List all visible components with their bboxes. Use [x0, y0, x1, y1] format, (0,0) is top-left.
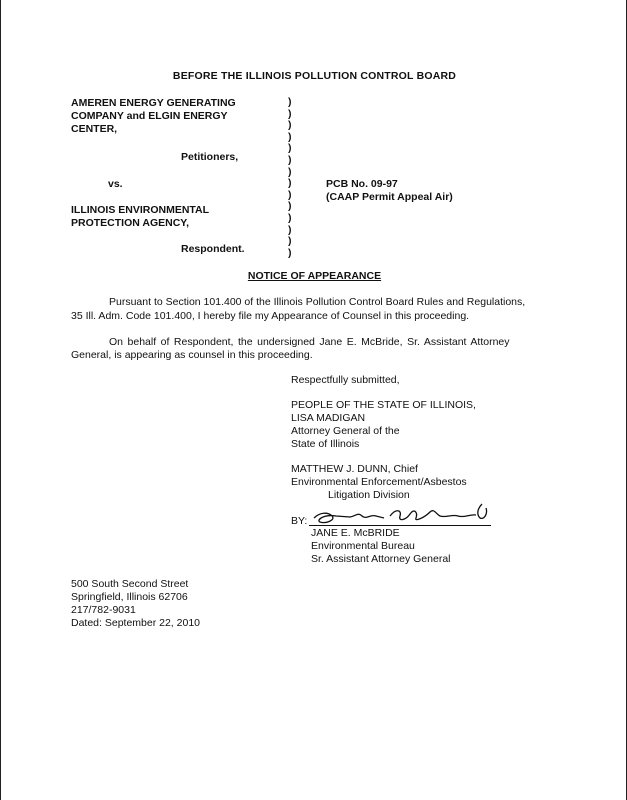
respondent-name-line-1: ILLINOIS ENVIRONMENTAL: [71, 204, 210, 216]
address-street: 500 South Second Street: [71, 578, 189, 590]
signature-line-2: LISA MADIGAN: [291, 412, 366, 424]
paragraph-2-line-1: On behalf of Respondent, the undersigned Jane E. McBride, Sr. Assistant Attorney: [109, 336, 510, 348]
signature-line-7: Litigation Division: [328, 489, 410, 501]
notice-title: NOTICE OF APPEARANCE: [247, 270, 382, 282]
signature-line-6: Environmental Enforcement/Asbestos: [291, 476, 467, 488]
petitioners-label: Petitioners,: [181, 151, 239, 163]
paragraph-1-line-1: Pursuant to Section 101.400 of the Illinois Pollution Control Board Rules and Regulations,: [109, 296, 526, 308]
signature-line-1: PEOPLE OF THE STATE OF ILLINOIS,: [291, 399, 476, 411]
case-type: (CAAP Permit Appeal Air): [326, 191, 453, 203]
signature-line-5: MATTHEW J. DUNN, Chief: [291, 463, 418, 475]
respondent-label: Respondent.: [181, 243, 245, 255]
by-label: BY:: [291, 515, 308, 527]
versus-label: vs.: [108, 178, 123, 190]
signer-unit: Environmental Bureau: [311, 540, 415, 552]
petitioner-name-line-1: AMEREN ENERGY GENERATING: [71, 97, 236, 109]
closing: Respectfully submitted,: [291, 374, 400, 386]
signer-title: Sr. Assistant Attorney General: [311, 553, 451, 565]
respondent-name-line-2: PROTECTION AGENCY,: [71, 217, 190, 229]
date-line: Dated: September 22, 2010: [71, 617, 201, 629]
board-title: BEFORE THE ILLINOIS POLLUTION CONTROL BOARD: [172, 70, 457, 82]
petitioner-name-line-2: COMPANY and ELGIN ENERGY: [71, 110, 228, 122]
address-phone: 217/782-9031: [71, 604, 136, 616]
petitioner-name-line-3: CENTER,: [71, 123, 118, 135]
paragraph-1-line-2: 35 Ill. Adm. Code 101.400, I hereby file my Appearance of Counsel in this proceeding.: [71, 310, 470, 322]
handwritten-signature: [306, 494, 494, 530]
paragraph-2-line-2: General, is appearing as counsel in this proceeding.: [71, 349, 313, 361]
signature-line-4: State of Illinois: [291, 438, 360, 450]
caption-divider: ) ) ) ) ) ) ) ) ) ) ) ) ) ): [288, 96, 292, 259]
case-number: PCB No. 09-97: [326, 178, 398, 190]
address-city: Springfield, Illinois 62706: [71, 591, 188, 603]
signer-name: JANE E. McBRIDE: [311, 527, 400, 539]
signature-line-3: Attorney General of the: [291, 425, 400, 437]
